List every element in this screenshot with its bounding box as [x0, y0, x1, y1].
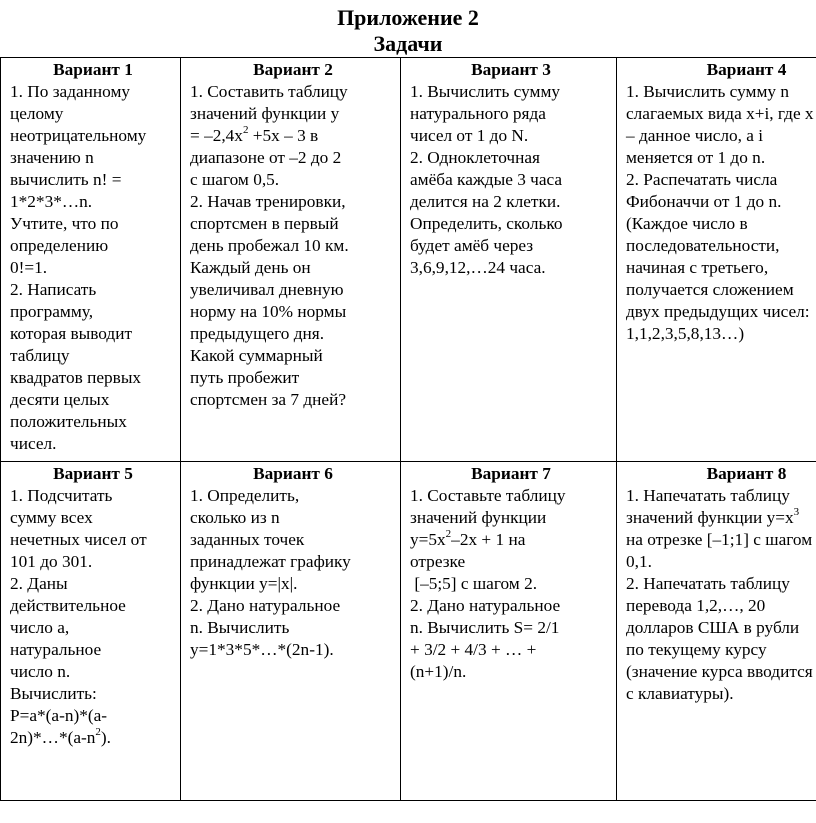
variant-heading: Вариант 7 [471, 464, 551, 483]
page-title: Приложение 2 [337, 5, 479, 30]
variant-cell-1 [1, 58, 181, 462]
variant-text: 1. Вычислить сумму натурального ряда чисел от 1 до N. 2. Одноклеточная амёба каждые 3 часа делится на 2 клетки. Определить, сколько будет амёб через 3,6,9,12,…24 часа. [410, 82, 563, 277]
variant-text: 1. Составьте таблицу значений функции $y=5x^2-2x + 1$ на отрезке [–5;5] с шагом 2. 2. Дано натуральное n. Вычислить S= 2/1 + 3/2 + 4/3 + … + (n+1)/n. [410, 486, 566, 681]
variant-cell-2 [181, 58, 401, 462]
variant-cell-8 [617, 462, 816, 801]
variant-cell-5 [1, 462, 181, 801]
variant-heading: Вариант 1 [53, 60, 133, 79]
table-row [1, 462, 816, 801]
variant-heading: Вариант 4 [706, 60, 787, 79]
variant-text: 1. Определить, сколько из n заданных точек принадлежат графику функции y=|x|. 2. Дано натуральное n. Вычислить y=1*3*5*…*(2n-1). [190, 486, 351, 659]
page-subtitle: Задачи [373, 31, 443, 56]
table-row [1, 58, 816, 462]
variant-text: 1. Напечатать таблицу значений функции $y=x^3$ на отрезке [–1;1] с шагом 0,1. 2. Напечатать таблицу перевода 1,2,…, 20 долларов США в рубли по текущему курсу (значение курса вводится с клавиатуры). [626, 486, 813, 703]
variant-cell-7 [401, 462, 617, 801]
variant-heading: Вариант 6 [253, 464, 333, 483]
variant-cell-4 [617, 58, 816, 462]
tasks-table [0, 57, 816, 801]
variant-heading: Вариант 2 [253, 60, 333, 79]
variant-text: 1. Составить таблицу значений функции y = $-2,4x^2 +5x - 3$ в диапазоне от –2 до 2 с шагом 0,5. 2. Начав тренировки, спортсмен в первый день пробежал 10 км. Каждый день он увеличивал дневную норму на 10% нормы предыдущего дня. Какой суммарный путь пробежит спортсмен за 7 дней? [190, 82, 349, 409]
variant-heading: Вариант 3 [471, 60, 551, 79]
variant-text: 1. По заданному целому неотрицательному значению n вычислить n! = 1*2*3*…n. Учтите, что по определению 0!=1. 2. Написать программу, которая выводит таблицу квадратов первых десяти целых положительных чисел. [10, 82, 147, 453]
variant-text: 1. Подсчитать сумму всех нечетных чисел от 101 до 301. 2. Даны действительное число a, натуральное число n. Вычислить: P=a*(a-n)*(a- $2n)*\dots*(a-n^2)$. [10, 486, 147, 747]
variant-heading: Вариант 8 [706, 464, 787, 483]
variant-cell-3 [401, 58, 617, 462]
variant-cell-6 [181, 462, 401, 801]
variant-heading: Вариант 5 [53, 464, 133, 483]
variant-text: 1. Вычислить сумму n слагаемых вида x+i, где x – данное число, а i меняется от 1 до n. 2. Распечатать числа Фибоначчи от 1 до n. (Каждое число в последовательности, начиная с третьего, получается сложением двух предыдущих чисел: 1,1,2,3,5,8,13…) [626, 82, 814, 343]
